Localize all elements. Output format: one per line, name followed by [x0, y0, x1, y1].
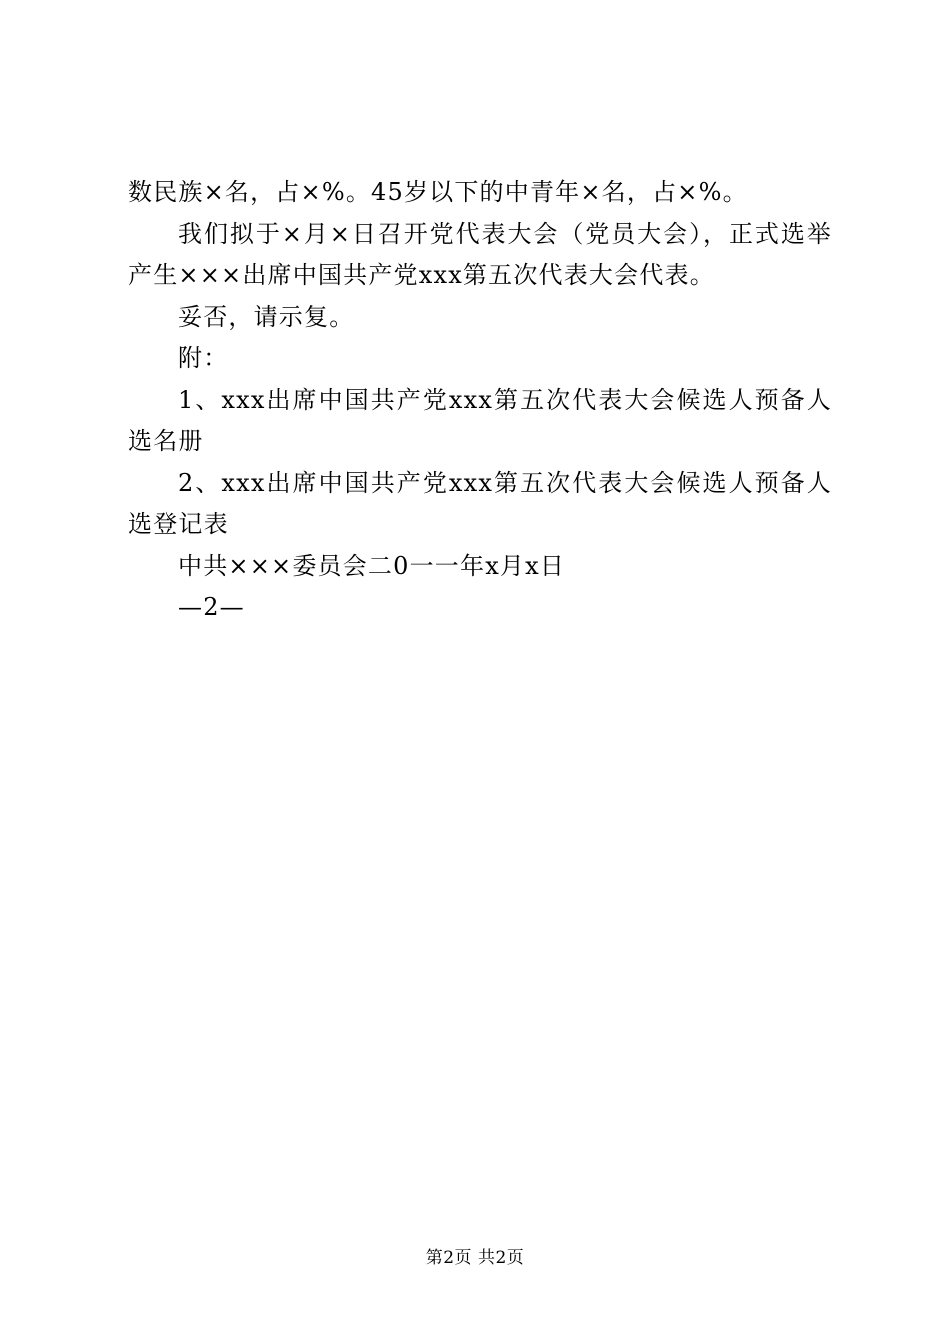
inline-page-number: —2— — [178, 593, 245, 621]
page-footer: 第2页 共2页 — [425, 1248, 525, 1268]
paragraph-continuation: 数民族×名，占×%。45岁以下的中青年×名，占×%。 — [128, 178, 748, 206]
document-body — [128, 172, 832, 629]
signature-date-line: 中共×××委员会二0一一年x月x日 — [178, 551, 566, 580]
paragraph-meeting-plan: 我们拟于×月×日召开党代表大会（党员大会），正式选举产生×××出席中国共产党xxx第五次代表大会代表。 — [128, 219, 832, 289]
paragraph-attachments-heading: 附： — [178, 344, 229, 372]
attachment-item-2: 2、xxx出席中国共产党xxx第五次代表大会候选人预备人选登记表 — [128, 468, 832, 538]
paragraph-request-reply: 妥否，请示复。 — [178, 302, 355, 331]
attachment-item-1: 1、xxx出席中国共产党xxx第五次代表大会候选人预备人选名册 — [128, 385, 832, 455]
